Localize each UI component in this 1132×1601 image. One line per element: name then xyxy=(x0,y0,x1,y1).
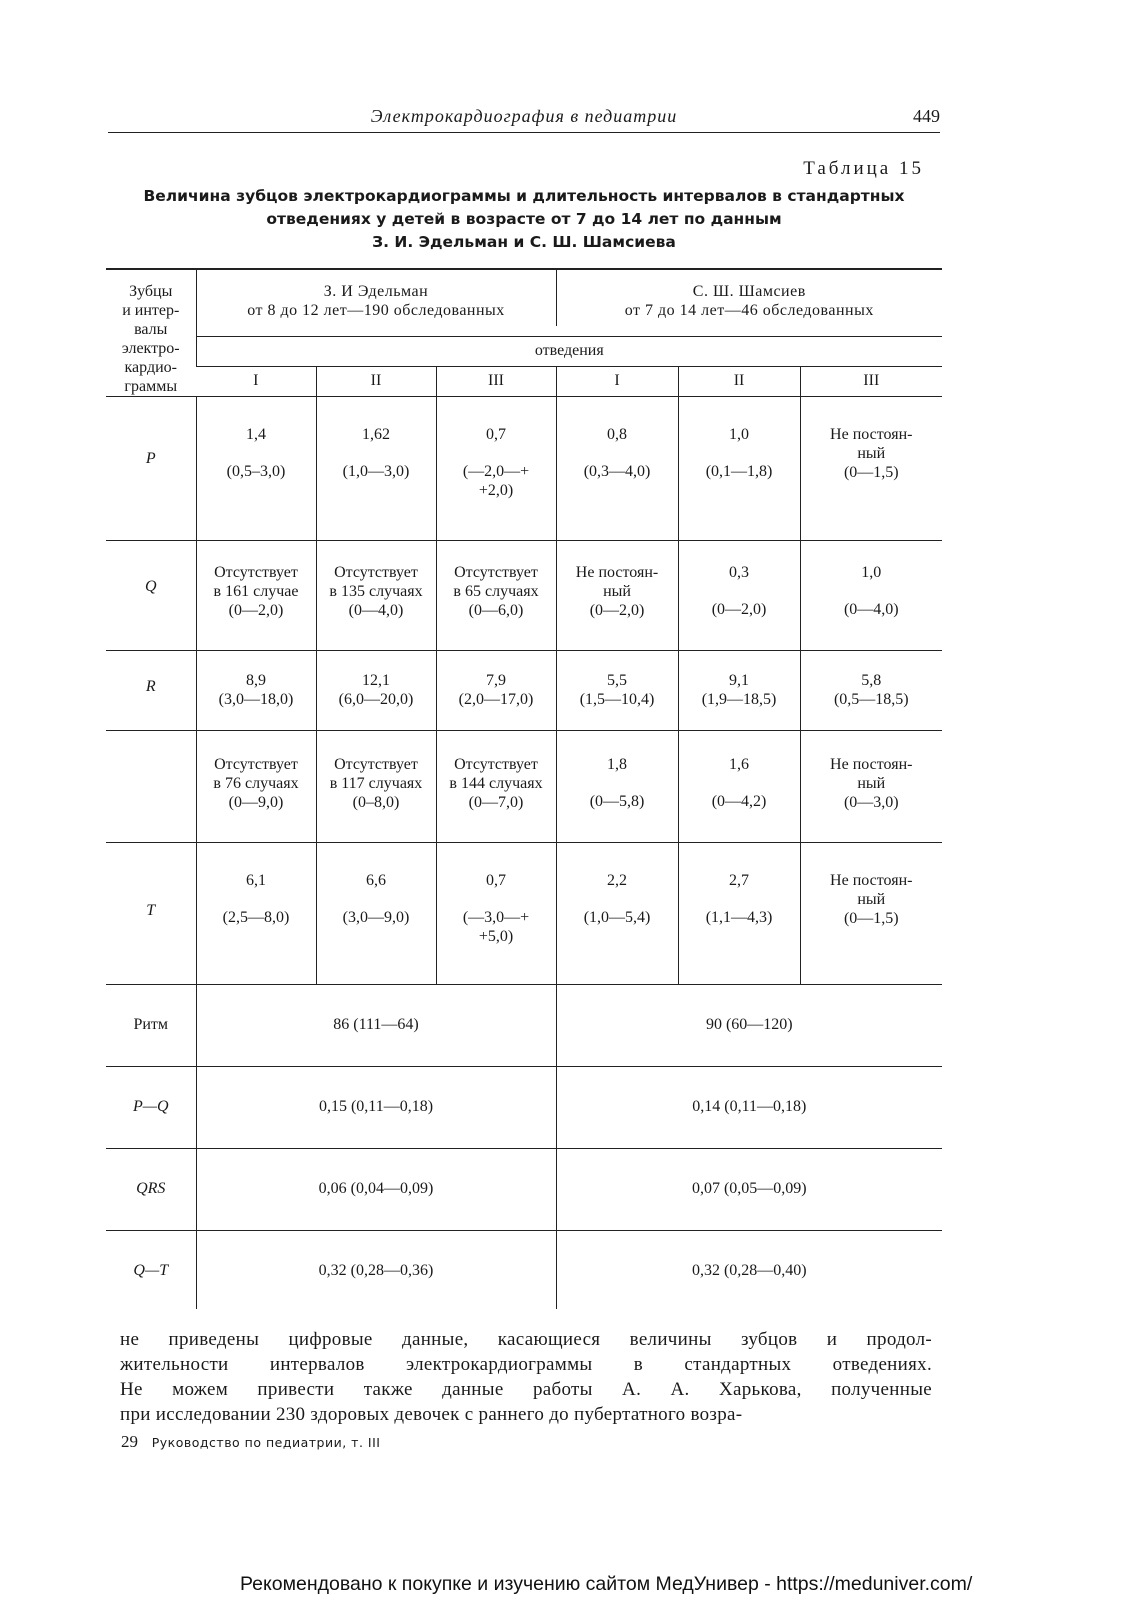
table-row xyxy=(106,731,942,843)
table-row xyxy=(106,1067,942,1149)
row-label: P xyxy=(106,397,196,541)
row-label: QRS xyxy=(106,1149,196,1231)
table-label: Таблица 15 xyxy=(803,158,924,179)
table-cell: 5,5 (1,5—10,4) xyxy=(556,651,678,731)
text-line: не приведены цифровые данные, касающиеся величины зубцов и продол- xyxy=(120,1329,932,1350)
table-cell: Отсутствует в 76 случаях (0—9,0) xyxy=(196,731,316,843)
lead-number: II xyxy=(678,367,800,397)
table-cell: 0,14 (0,11—0,18) xyxy=(556,1067,942,1149)
row-label xyxy=(106,731,196,843)
table-cell: Отсутствует в 117 случаях (0–8,0) xyxy=(316,731,436,843)
lead-number: III xyxy=(436,367,556,397)
caption-line: Величина зубцов электрокардиограммы и длительность интервалов в стандартных xyxy=(143,187,905,205)
table-cell: 0,32 (0,28—0,36) xyxy=(196,1231,556,1309)
signature-number: 29 xyxy=(121,1432,138,1451)
row-label: Ритм xyxy=(106,985,196,1067)
table-cell: 7,9 (2,0—17,0) xyxy=(436,651,556,731)
table-cell: Отсутствует в 161 случае (0—2,0) xyxy=(196,541,316,651)
lead-number: I xyxy=(253,372,259,389)
table-cell: 0,32 (0,28—0,40) xyxy=(556,1231,942,1309)
table-cell: Не постоян- ный (0—3,0) xyxy=(800,731,942,843)
row-header: Зубцы и интер- валы электро- кардио- граммы xyxy=(106,269,196,397)
caption-line: З. И. Эдельман и С. Ш. Шамсиева xyxy=(372,233,676,251)
table-cell: 9,1 (1,9—18,5) xyxy=(678,651,800,731)
row-label: Q—T xyxy=(106,1231,196,1309)
caption-line: отведениях у детей в возрасте от 7 до 14 лет по данным xyxy=(266,210,782,228)
table-row xyxy=(106,1231,942,1309)
row-label: Q xyxy=(106,541,196,651)
table-cell: 1,6 (0—4,2) xyxy=(678,731,800,843)
signature-text: Руководство по педиатрии, т. III xyxy=(151,1435,381,1450)
signature-footer xyxy=(121,1432,380,1452)
row-label: R xyxy=(106,651,196,731)
table-cell: 0,06 (0,04—0,09) xyxy=(196,1149,556,1231)
table-cell: 8,9 (3,0—18,0) xyxy=(196,651,316,731)
table-cell: 0,7 (—2,0—+ +2,0) xyxy=(436,397,556,541)
table-row xyxy=(106,1149,942,1231)
table-cell: Отсутствует в 65 случаях (0—6,0) xyxy=(436,541,556,651)
table-cell: 2,2 (1,0—5,4) xyxy=(556,843,678,985)
lead-number: I xyxy=(556,367,678,397)
table-caption xyxy=(108,185,940,254)
table-cell: 0,8 (0,3—4,0) xyxy=(556,397,678,541)
table-cell: 2,7 (1,1—4,3) xyxy=(678,843,800,985)
table-cell: Не постоян- ный (0—1,5) xyxy=(800,843,942,985)
data-table xyxy=(106,268,942,1309)
table-row xyxy=(106,985,942,1067)
row-label: T xyxy=(106,843,196,985)
table-cell: 6,6 (3,0—9,0) xyxy=(316,843,436,985)
table-cell: 1,0 (0—4,0) xyxy=(800,541,942,651)
lead-number: III xyxy=(800,367,942,397)
row-label: P—Q xyxy=(106,1067,196,1149)
text-line: жительности интервалов электрокардиограммы в стандартных отведениях. xyxy=(120,1354,932,1375)
source-edelman: З. И Эдельман от 8 до 12 лет—190 обследованных xyxy=(196,269,556,326)
table-cell: Отсутствует в 135 случаях (0—4,0) xyxy=(316,541,436,651)
table-row xyxy=(106,397,942,541)
leads-title: отведения xyxy=(196,337,942,367)
table-cell: 0,15 (0,11—0,18) xyxy=(196,1067,556,1149)
page-number: 449 xyxy=(913,106,940,126)
table-row xyxy=(106,541,942,651)
table-cell: Не постоян- ный (0—2,0) xyxy=(556,541,678,651)
table-cell: 1,8 (0—5,8) xyxy=(556,731,678,843)
table-cell: 6,1 (2,5—8,0) xyxy=(196,843,316,985)
table-row xyxy=(106,843,942,985)
watermark-banner: Рекомендовано к покупке и изучению сайтом МедУнивер - https://meduniver.com/ xyxy=(240,1573,973,1595)
table-cell: 1,62 (1,0—3,0) xyxy=(316,397,436,541)
table-cell: 5,8 (0,5—18,5) xyxy=(800,651,942,731)
table-cell: 12,1 (6,0—20,0) xyxy=(316,651,436,731)
table-cell: 1,0 (0,1—1,8) xyxy=(678,397,800,541)
running-title: Электрокардиография в педиатрии xyxy=(370,106,678,126)
running-head xyxy=(108,106,940,133)
table-row xyxy=(106,651,942,731)
table-cell: 86 (111—64) xyxy=(196,985,556,1067)
table-cell: 0,7 (—3,0—+ +5,0) xyxy=(436,843,556,985)
text-line: Не можем привести также данные работы А. А. Харькова, полученные xyxy=(120,1379,932,1400)
table-cell: 90 (60—120) xyxy=(556,985,942,1067)
table-cell: 1,4 (0,5–3,0) xyxy=(196,397,316,541)
body-text xyxy=(120,1327,932,1427)
table-cell: Отсутствует в 144 случаях (0—7,0) xyxy=(436,731,556,843)
source-shamsiev: С. Ш. Шамсиев от 7 до 14 лет—46 обследованных xyxy=(556,269,942,326)
table-cell: 0,3 (0—2,0) xyxy=(678,541,800,651)
lead-number: II xyxy=(316,367,436,397)
text-line: при исследовании 230 здоровых девочек с раннего до пубертатного возра- xyxy=(120,1404,743,1425)
table-cell: 0,07 (0,05—0,09) xyxy=(556,1149,942,1231)
table-cell: Не постоян- ный (0—1,5) xyxy=(800,397,942,541)
